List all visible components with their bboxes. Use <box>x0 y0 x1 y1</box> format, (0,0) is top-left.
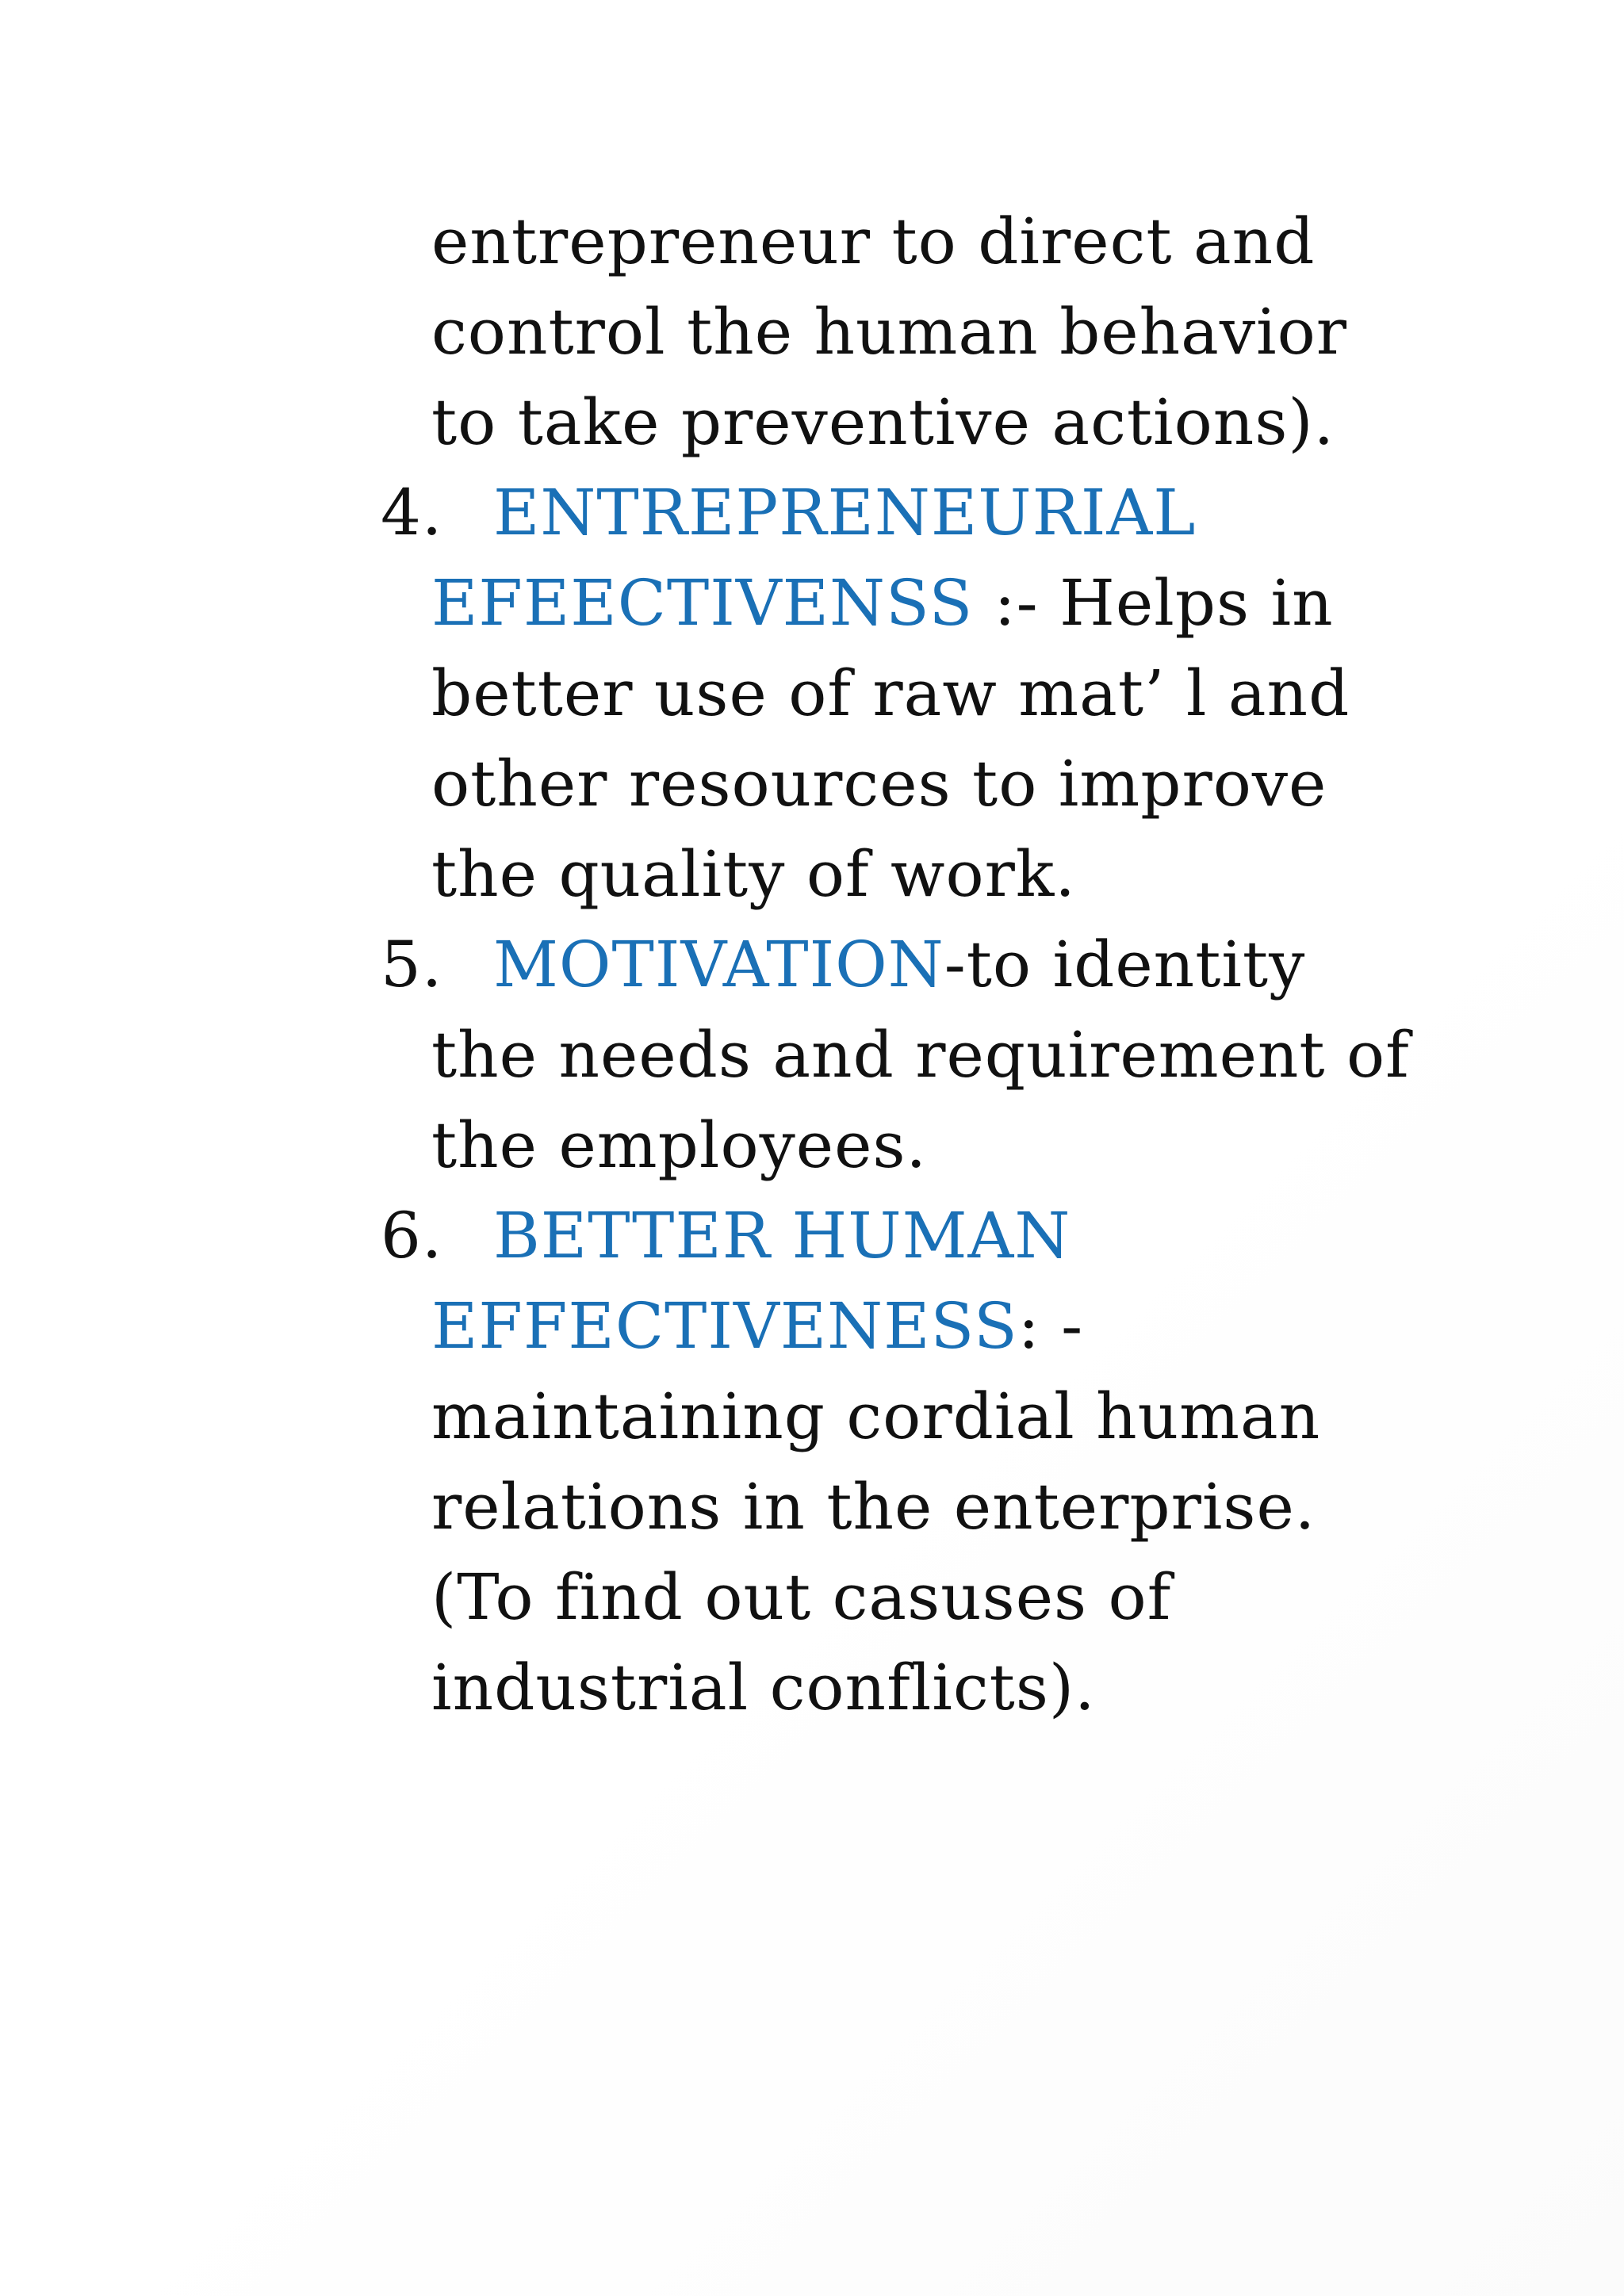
list-item-5-line: the needs and requirement of <box>431 1018 1410 1092</box>
item-text: :- Helps in <box>973 566 1334 640</box>
list-item-4-line: the quality of work. <box>431 837 1076 911</box>
continuation-line-2: control the human behavior <box>431 295 1348 369</box>
keyword-heading: BETTER HUMAN <box>493 1199 1071 1272</box>
list-item-5-heading <box>381 920 1522 1010</box>
list-item-number: 4. <box>381 476 443 549</box>
continuation-line-1: entrepreneur to direct and <box>431 205 1316 278</box>
list-item-6-line: (To find out casuses of <box>431 1560 1172 1634</box>
item-text: : - <box>1017 1289 1084 1363</box>
list-item-5-line: the employees. <box>431 1108 927 1182</box>
list-item-6-line: maintaining cordial human <box>431 1380 1321 1453</box>
continuation-line-3: to take preventive actions). <box>431 385 1335 459</box>
keyword-heading: ENTREPRENEURIAL <box>493 476 1197 549</box>
list-item-4-keyword-line <box>381 558 1522 649</box>
list-item-number: 5. <box>381 928 443 1001</box>
list-item-4-heading <box>381 468 1522 558</box>
list-item-number: 6. <box>381 1199 443 1272</box>
keyword-heading: EFEECTIVENSS <box>431 566 974 640</box>
list-item-4-line: other resources to improve <box>431 747 1327 821</box>
item-text: -to identity <box>944 928 1306 1001</box>
list-item-6-line: industrial conflicts). <box>431 1651 1096 1724</box>
document-body <box>381 197 1522 1733</box>
keyword-heading: EFFECTIVENESS <box>431 1289 1018 1363</box>
list-item-6-keyword-line <box>381 1281 1522 1372</box>
list-item-4-line: better use of raw mat’ l and <box>431 656 1350 730</box>
list-item-6-heading <box>381 1191 1522 1281</box>
keyword-heading: MOTIVATION <box>493 928 944 1001</box>
list-item-6-line: relations in the enterprise. <box>431 1470 1316 1544</box>
